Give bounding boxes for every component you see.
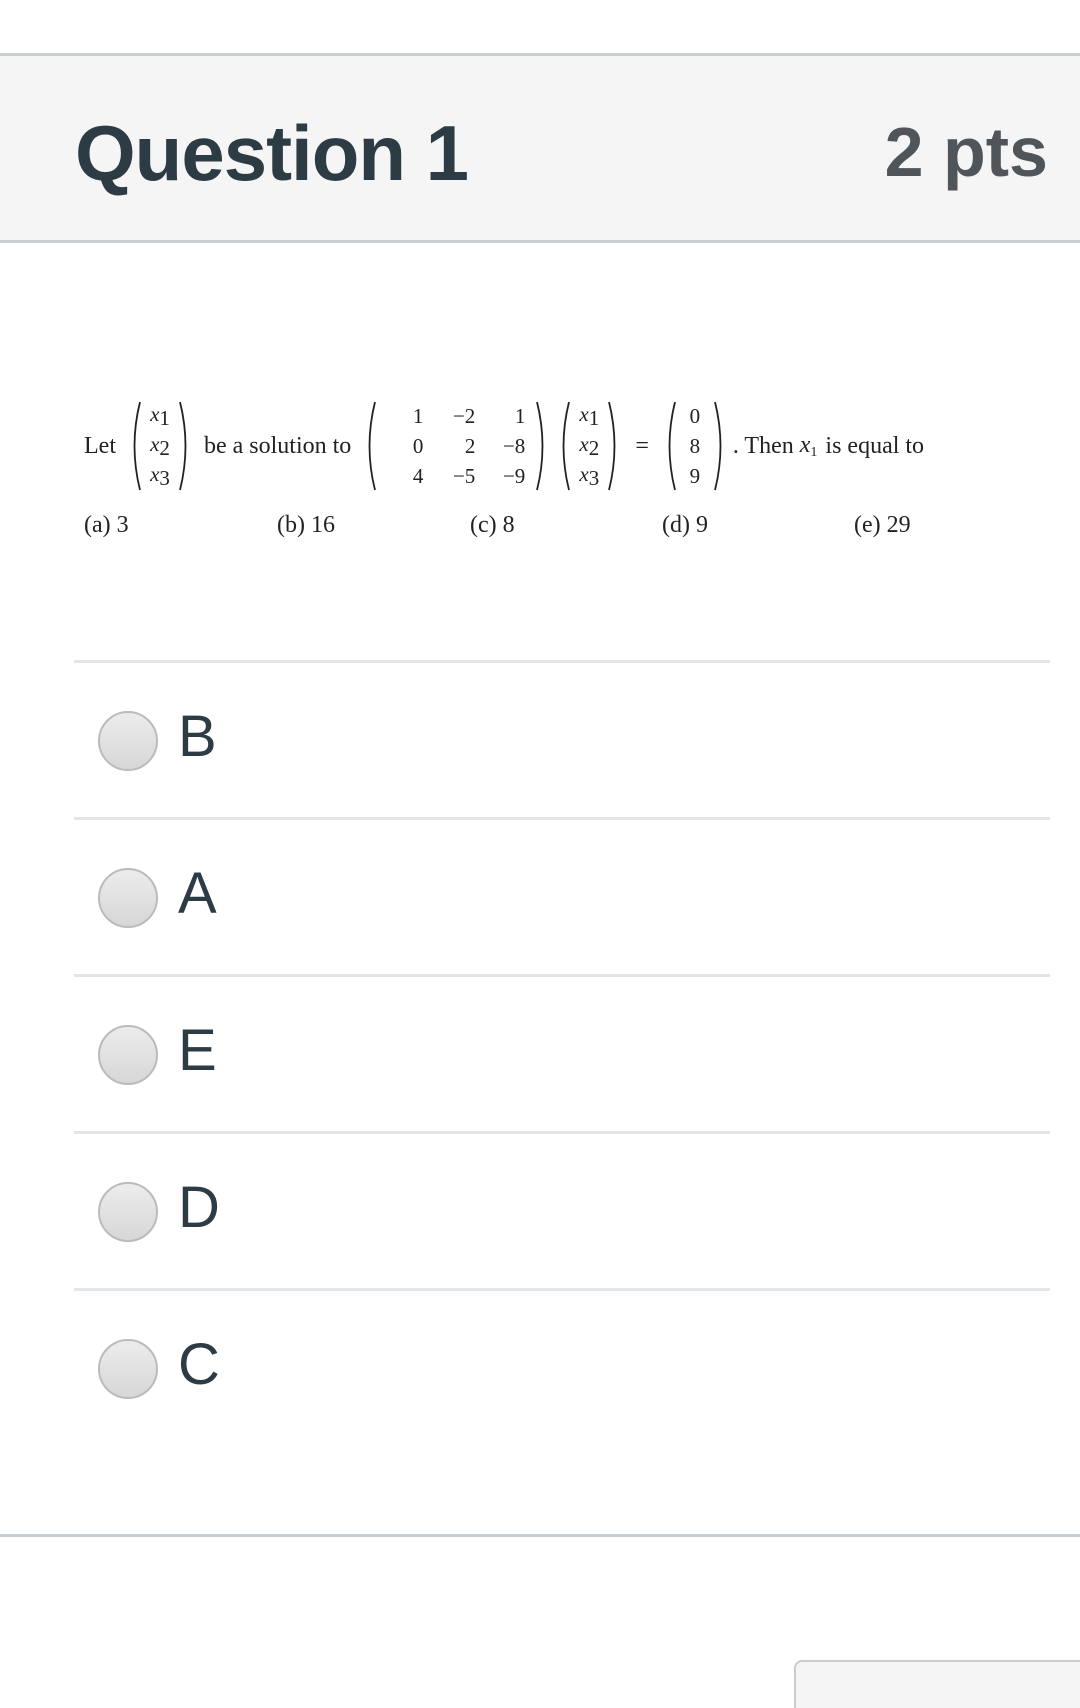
- answer-label: C: [178, 1332, 220, 1397]
- matrix-a: [363, 400, 549, 492]
- answer-option[interactable]: [74, 817, 1050, 974]
- matrix-entry: 1: [412, 403, 424, 428]
- vector-b-entry: 0: [689, 403, 701, 428]
- right-paren-icon: [713, 400, 727, 492]
- middle-text: be a solution to: [203, 432, 352, 459]
- choice-item: (c) 8: [470, 512, 515, 538]
- left-paren-icon: [128, 400, 142, 492]
- then-text: . Then: [732, 432, 794, 459]
- matrix-entry: −8: [502, 433, 526, 458]
- vector-x-entry: x2: [579, 431, 600, 460]
- left-paren-icon: [363, 400, 377, 492]
- let-word: Let: [84, 432, 116, 459]
- answer-list: [74, 660, 1050, 1445]
- target-variable: $x_1$: [799, 431, 818, 460]
- matrix-entry: 4: [412, 463, 424, 488]
- left-paren-icon: [557, 400, 571, 492]
- vector-b: [663, 400, 727, 492]
- question-title: Question 1: [75, 109, 469, 197]
- answer-option[interactable]: [74, 1288, 1050, 1445]
- vector-x-entry: x3: [150, 461, 170, 490]
- matrix-entry: 2: [464, 433, 476, 458]
- matrix-entry: −5: [452, 463, 476, 488]
- vector-b-entry: 8: [689, 433, 701, 458]
- matrix-entry: −2: [452, 403, 476, 428]
- left-paren-icon: [663, 400, 677, 492]
- vector-x: [128, 400, 192, 492]
- tail-text: is equal to: [825, 432, 925, 459]
- answer-label: E: [178, 1018, 217, 1083]
- question-points: 2 pts: [884, 113, 1048, 191]
- vector-b-entry: 9: [689, 463, 701, 488]
- radio-button[interactable]: [98, 711, 158, 771]
- choice-item: (b) 16: [277, 512, 335, 538]
- vector-x-entry: x1: [150, 401, 170, 430]
- question-text: [84, 396, 932, 496]
- choice-item: (a) 3: [84, 512, 129, 538]
- radio-button[interactable]: [98, 868, 158, 928]
- vector-x-entry: x3: [579, 461, 600, 490]
- matrix-entry: 0: [412, 433, 424, 458]
- answer-option[interactable]: [74, 974, 1050, 1131]
- vector-x-product: [557, 400, 621, 492]
- answer-option[interactable]: [74, 1131, 1050, 1288]
- right-paren-icon: [178, 400, 192, 492]
- vector-x-entry: x2: [150, 431, 170, 460]
- right-paren-icon: [607, 400, 621, 492]
- answer-label: D: [178, 1175, 220, 1240]
- footer-button[interactable]: [794, 1660, 1080, 1708]
- choice-item: (d) 9: [662, 512, 708, 538]
- right-paren-icon: [535, 400, 549, 492]
- equals-sign: =: [635, 432, 649, 459]
- answer-label: A: [178, 861, 217, 926]
- choice-list: [84, 512, 984, 546]
- question-header: [0, 53, 1080, 243]
- radio-button[interactable]: [98, 1339, 158, 1399]
- answer-label: B: [178, 704, 217, 769]
- vector-x-entry: x1: [579, 401, 600, 430]
- radio-button[interactable]: [98, 1025, 158, 1085]
- matrix-entry: 1: [514, 403, 526, 428]
- answer-option[interactable]: [74, 660, 1050, 817]
- radio-button[interactable]: [98, 1182, 158, 1242]
- bottom-divider: [0, 1534, 1080, 1537]
- matrix-entry: −9: [502, 463, 526, 488]
- choice-item: (e) 29: [854, 512, 911, 538]
